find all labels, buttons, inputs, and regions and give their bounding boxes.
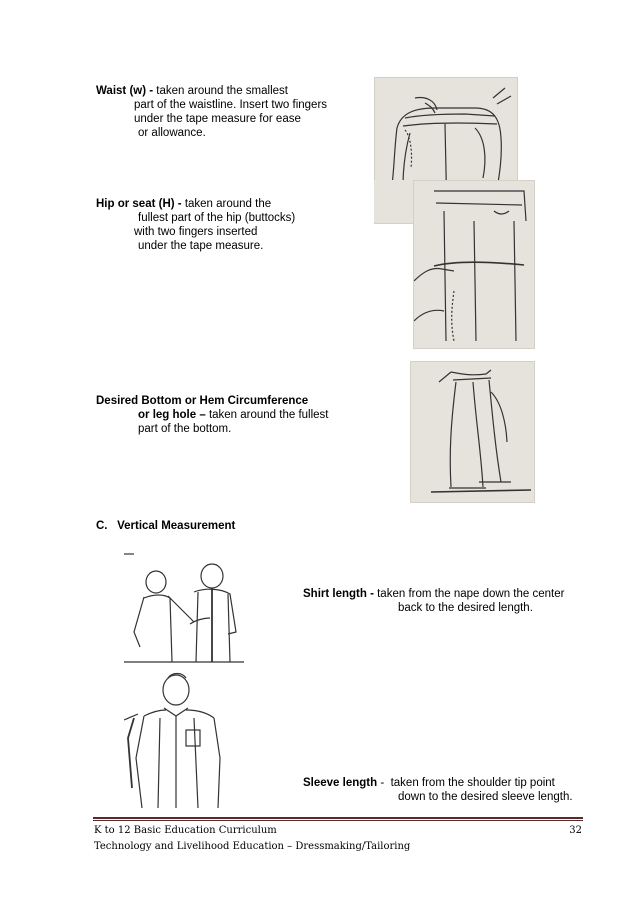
hip-figure-icon: [414, 181, 534, 348]
hem-term2: or leg hole –: [138, 409, 206, 421]
hip-illustration: [413, 180, 535, 349]
section-heading: C. Vertical Measurement: [96, 520, 236, 532]
waist-definition: [96, 84, 327, 140]
waist-line4: or allowance.: [138, 127, 206, 139]
hip-line3: with two fingers inserted: [134, 226, 258, 238]
hip-line1: taken around the: [181, 198, 272, 210]
shirt-length-term: Shirt length -: [303, 588, 374, 600]
hem-illustration: [410, 361, 535, 503]
hip-term: Hip or seat (H) -: [96, 198, 182, 210]
sleeve-length-term: Sleeve length: [303, 777, 378, 789]
hem-figure-icon: [411, 362, 534, 502]
footer-page-number: 32: [569, 825, 582, 836]
shirt-length-figure-icon: [124, 552, 244, 672]
hem-term: Desired Bottom or Hem Circumference: [96, 395, 309, 407]
shirt-length-line1: taken from the nape down the center: [373, 588, 565, 600]
hem-line2: taken around the fullest: [205, 409, 329, 421]
shirt-length-definition: [303, 587, 564, 615]
footer-rule-thick: [93, 817, 583, 819]
hip-definition: [96, 197, 295, 253]
waist-term: Waist (w) -: [96, 85, 154, 97]
sleeve-length-illustration: [124, 668, 234, 813]
sleeve-length-line1: taken from the shoulder tip point: [390, 777, 555, 789]
footer-rule-thin: [93, 820, 583, 821]
footer-curriculum: K to 12 Basic Education Curriculum: [94, 825, 277, 836]
shirt-length-line2: back to the desired length.: [398, 602, 533, 614]
waist-line2: part of the waistline. Insert two fingers: [134, 99, 328, 111]
footer-subject: Technology and Livelihood Education – Dressmaking/Tailoring: [94, 841, 411, 852]
sleeve-length-definition: [303, 776, 573, 804]
hem-line3: part of the bottom.: [138, 423, 232, 435]
waist-line1: taken around the smallest: [153, 85, 288, 97]
shirt-length-illustration: [124, 552, 244, 672]
sleeve-length-dash: -: [380, 777, 385, 789]
waist-line3: under the tape measure for ease: [134, 113, 301, 125]
hip-illustration-top: [374, 180, 414, 222]
hem-definition: [96, 394, 329, 436]
hip-line2: fullest part of the hip (buttocks): [138, 212, 296, 224]
sleeve-length-figure-icon: [124, 668, 234, 813]
sleeve-length-line2: down to the desired sleeve length.: [398, 791, 573, 803]
hip-line4: under the tape measure.: [138, 240, 264, 252]
